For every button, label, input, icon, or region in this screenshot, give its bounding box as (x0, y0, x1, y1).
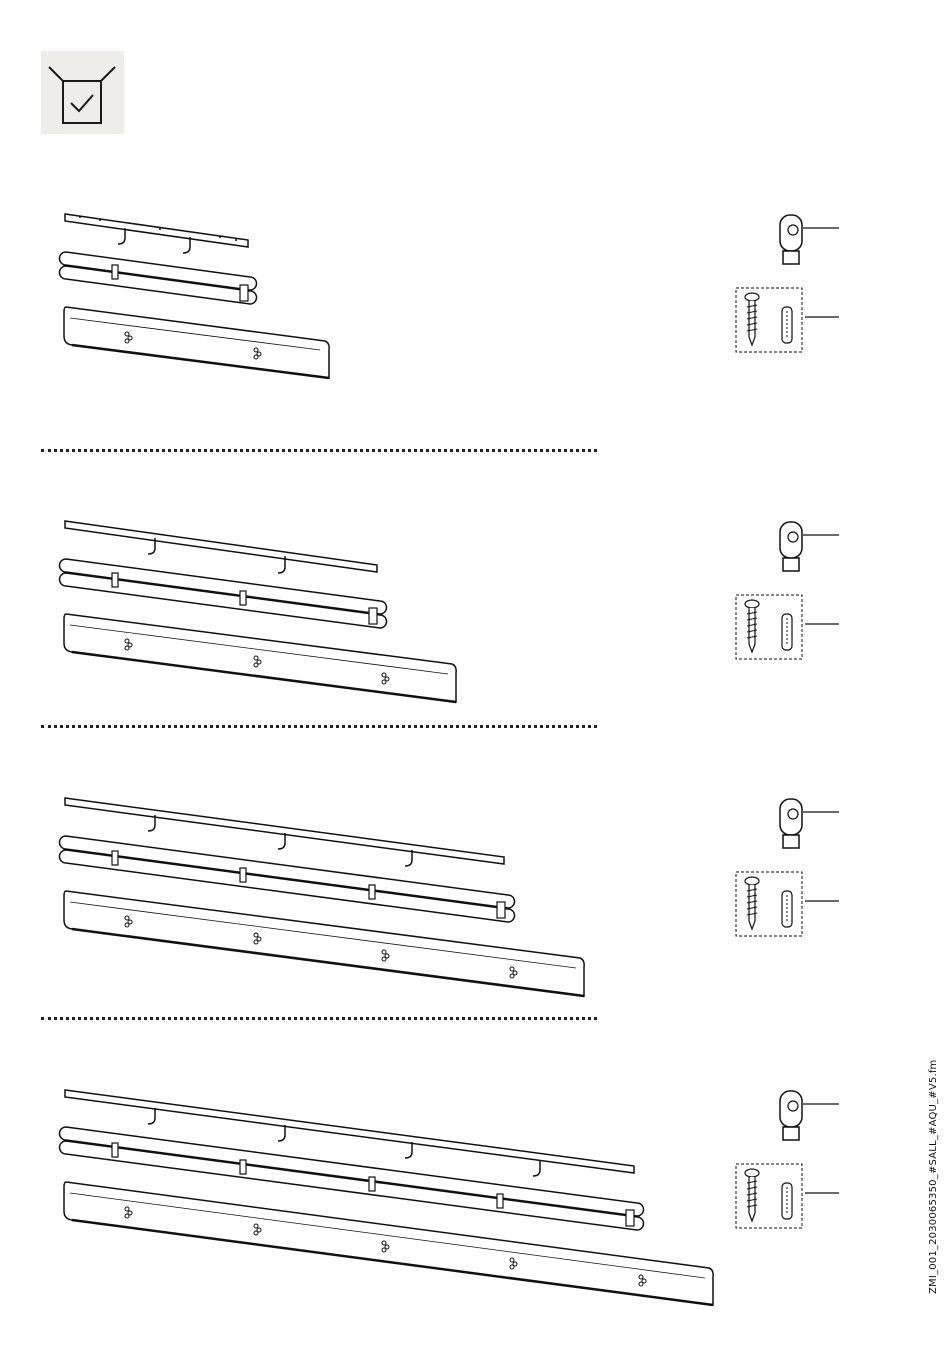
document-file-label: ZMI_001_2030065350_#SALL_#AQU_#V5.fm (928, 1059, 939, 1294)
screw-and-plug-bag (735, 1163, 845, 1233)
wall-plug-icon (782, 1183, 792, 1219)
connector-peg-icon (775, 1088, 865, 1148)
screw-icon (745, 1169, 759, 1221)
